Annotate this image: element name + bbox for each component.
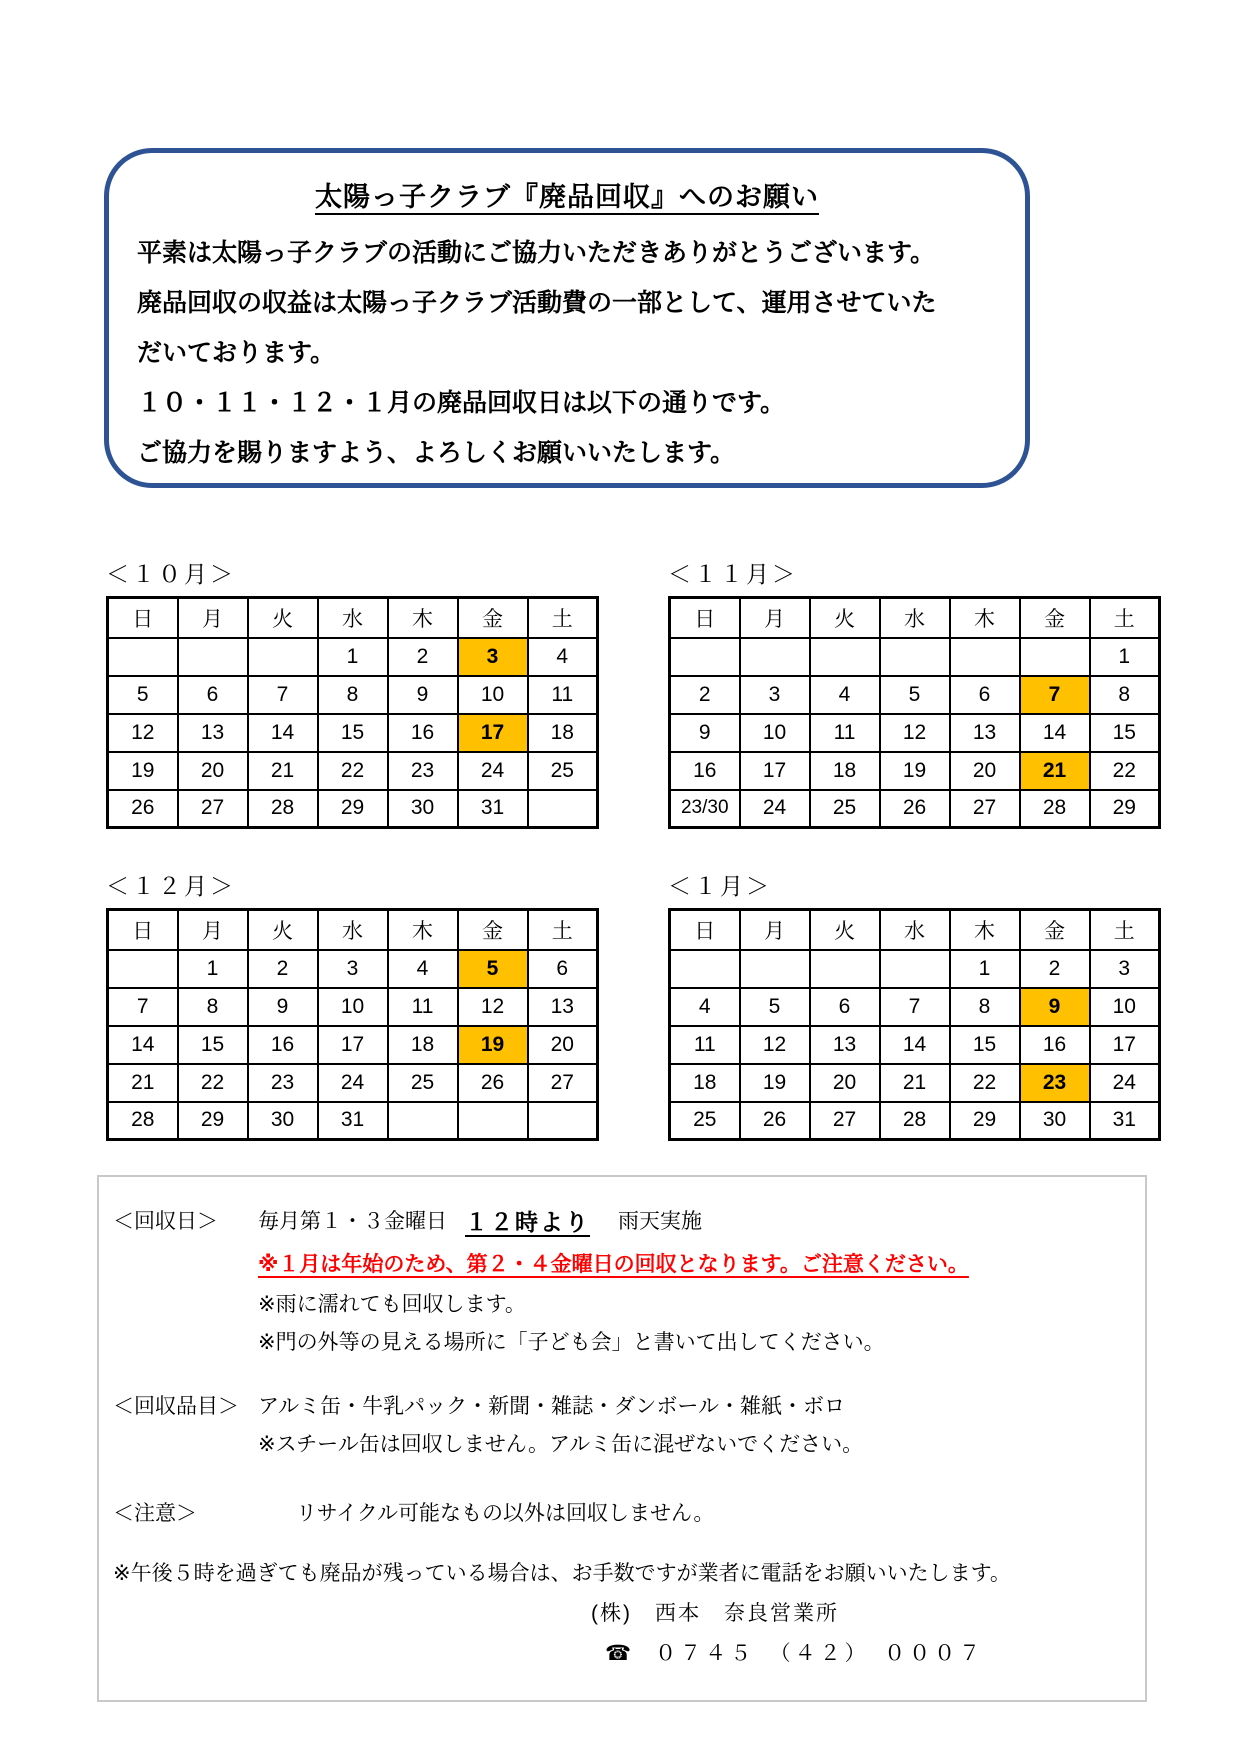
items-content: アルミ缶・牛乳パック・新聞・雑誌・ダンボール・雑紙・ボロ: [258, 1395, 845, 1418]
day-cell: 24: [458, 752, 528, 790]
weekday-header-cell: 木: [388, 598, 458, 638]
day-cell: 28: [248, 790, 318, 828]
day-cell: 2: [388, 638, 458, 676]
day-cell: 6: [528, 950, 598, 988]
day-cell: 26: [880, 790, 950, 828]
weekday-header-cell: 金: [1020, 598, 1090, 638]
weekday-header-cell: 月: [178, 910, 248, 950]
day-cell: 26: [740, 1102, 810, 1140]
day-cell: 23/30: [670, 790, 740, 828]
collection-day-cell: 17: [458, 714, 528, 752]
day-cell: 29: [950, 1102, 1020, 1140]
calendar-october: [106, 556, 599, 829]
day-cell: 17: [1090, 1026, 1160, 1064]
day-cell: 12: [458, 988, 528, 1026]
day-cell: [178, 638, 248, 676]
day-cell: 26: [458, 1064, 528, 1102]
day-cell: 14: [1020, 714, 1090, 752]
weekday-header-cell: 火: [248, 598, 318, 638]
items-row: [113, 1392, 1127, 1422]
caution-row: [113, 1499, 1127, 1529]
day-cell: [108, 950, 178, 988]
day-cell: 22: [950, 1064, 1020, 1102]
weekday-header-cell: 月: [740, 598, 810, 638]
collection-time: １２時より: [465, 1209, 590, 1235]
leftover-note: ※午後５時を過ぎても廃品が残っている場合は、お手数ですが業者に電話をお願いいたします。: [113, 1562, 1011, 1585]
weekday-header-cell: 日: [670, 910, 740, 950]
notice-line: だいております。: [137, 339, 336, 367]
caution-label: ＜注意＞: [113, 1502, 197, 1525]
phone-number: ０７４５ （４２） ０００７: [655, 1642, 985, 1665]
weekday-header-cell: 土: [528, 910, 598, 950]
day-cell: 2: [1020, 950, 1090, 988]
info-box: [97, 1175, 1147, 1702]
day-cell: 17: [318, 1026, 388, 1064]
day-cell: [248, 638, 318, 676]
calendar-title: ＜１１月＞: [668, 561, 798, 587]
day-cell: 30: [1020, 1102, 1090, 1140]
day-cell: 23: [248, 1064, 318, 1102]
calendar-table: [106, 596, 599, 829]
day-cell: 4: [388, 950, 458, 988]
day-cell: 27: [810, 1102, 880, 1140]
day-cell: 1: [1090, 638, 1160, 676]
day-cell: 18: [388, 1026, 458, 1064]
day-cell: [950, 638, 1020, 676]
day-cell: 5: [880, 676, 950, 714]
weekday-header-cell: 日: [108, 910, 178, 950]
weekday-header-cell: 水: [318, 910, 388, 950]
phone-icon: ☎: [605, 1642, 632, 1665]
day-cell: 14: [108, 1026, 178, 1064]
weekday-header-cell: 土: [1090, 598, 1160, 638]
day-cell: 11: [670, 1026, 740, 1064]
day-cell: 10: [458, 676, 528, 714]
day-cell: 6: [178, 676, 248, 714]
day-cell: 15: [1090, 714, 1160, 752]
day-cell: 12: [880, 714, 950, 752]
notice-line: １０・１１・１２・１月の廃品回収日は以下の通りです。: [137, 389, 786, 417]
day-cell: 27: [178, 790, 248, 828]
weekday-header-cell: 木: [950, 598, 1020, 638]
day-cell: 27: [950, 790, 1020, 828]
day-cell: 13: [178, 714, 248, 752]
day-cell: 7: [248, 676, 318, 714]
day-cell: 15: [318, 714, 388, 752]
day-cell: 30: [388, 790, 458, 828]
day-cell: [740, 950, 810, 988]
january-warning-note: ※１月は年始のため、第２・４金曜日の回収となります。ご注意ください。: [258, 1253, 969, 1276]
weekday-header-cell: 水: [880, 910, 950, 950]
day-cell: 3: [1090, 950, 1160, 988]
steel-can-note: ※スチール缶は回収しません。アルミ缶に混ぜないでください。: [258, 1433, 864, 1456]
notice-line: ご協力を賜りますよう、よろしくお願いいたします。: [137, 439, 736, 467]
weekday-header-cell: 月: [178, 598, 248, 638]
day-cell: [458, 1102, 528, 1140]
day-cell: 10: [740, 714, 810, 752]
day-cell: 21: [108, 1064, 178, 1102]
day-cell: 3: [318, 950, 388, 988]
collection-day-schedule: 毎月第１・３金曜日: [258, 1210, 447, 1233]
day-cell: 13: [810, 1026, 880, 1064]
day-cell: 2: [248, 950, 318, 988]
day-cell: [880, 950, 950, 988]
sign-note: ※門の外等の見える場所に「子ども会」と書いて出してください。: [258, 1331, 885, 1354]
day-cell: 21: [880, 1064, 950, 1102]
day-cell: [528, 1102, 598, 1140]
weekday-header-cell: 金: [458, 598, 528, 638]
day-cell: 8: [318, 676, 388, 714]
collection-day-cell: 9: [1020, 988, 1090, 1026]
day-cell: 9: [388, 676, 458, 714]
day-cell: 14: [248, 714, 318, 752]
weather-note: 雨天実施: [618, 1210, 702, 1233]
day-cell: 13: [528, 988, 598, 1026]
day-cell: [810, 950, 880, 988]
day-cell: 1: [178, 950, 248, 988]
items-label: ＜回収品目＞: [113, 1395, 239, 1418]
collection-day-cell: 5: [458, 950, 528, 988]
calendar-title: ＜１０月＞: [106, 561, 236, 587]
collection-day-cell: 21: [1020, 752, 1090, 790]
day-cell: 16: [670, 752, 740, 790]
weekday-header-cell: 水: [318, 598, 388, 638]
day-cell: 29: [178, 1102, 248, 1140]
day-cell: 15: [950, 1026, 1020, 1064]
weekday-header-cell: 日: [670, 598, 740, 638]
weekday-header-cell: 土: [528, 598, 598, 638]
day-cell: 24: [318, 1064, 388, 1102]
day-cell: 18: [810, 752, 880, 790]
day-cell: 11: [388, 988, 458, 1026]
collection-day-cell: 7: [1020, 676, 1090, 714]
day-cell: 10: [1090, 988, 1160, 1026]
day-cell: 20: [810, 1064, 880, 1102]
day-cell: [880, 638, 950, 676]
day-cell: 13: [950, 714, 1020, 752]
day-cell: 8: [178, 988, 248, 1026]
day-cell: 31: [1090, 1102, 1160, 1140]
calendar-title: ＜１２月＞: [106, 873, 236, 899]
weekday-header-cell: 水: [880, 598, 950, 638]
day-cell: 8: [1090, 676, 1160, 714]
weekday-header-cell: 金: [458, 910, 528, 950]
collection-day-cell: 19: [458, 1026, 528, 1064]
day-cell: 18: [528, 714, 598, 752]
day-cell: 12: [740, 1026, 810, 1064]
phone-number-line: [605, 1639, 1127, 1669]
day-cell: 19: [880, 752, 950, 790]
day-cell: 11: [810, 714, 880, 752]
calendar-table: [668, 596, 1161, 829]
day-cell: [740, 638, 810, 676]
weekday-header-cell: 月: [740, 910, 810, 950]
calendar-november: [668, 556, 1161, 829]
day-cell: [810, 638, 880, 676]
notice-title: 太陽っ子クラブ『廃品回収』へのお願い: [315, 182, 819, 212]
day-cell: [670, 950, 740, 988]
notice-line: 廃品回収の収益は太陽っ子クラブ活動費の一部として、運用させていた: [137, 289, 937, 317]
day-cell: 16: [1020, 1026, 1090, 1064]
day-cell: 31: [458, 790, 528, 828]
weekday-header-cell: 木: [950, 910, 1020, 950]
day-cell: 16: [388, 714, 458, 752]
day-cell: 18: [670, 1064, 740, 1102]
day-cell: 24: [740, 790, 810, 828]
day-cell: 7: [880, 988, 950, 1026]
day-cell: 12: [108, 714, 178, 752]
weekday-header-cell: 火: [248, 910, 318, 950]
day-cell: 25: [528, 752, 598, 790]
calendar-title: ＜１月＞: [668, 873, 772, 899]
day-cell: [670, 638, 740, 676]
day-cell: 28: [1020, 790, 1090, 828]
day-cell: 29: [318, 790, 388, 828]
weekday-header-cell: 土: [1090, 910, 1160, 950]
day-cell: 22: [1090, 752, 1160, 790]
day-cell: 20: [528, 1026, 598, 1064]
day-cell: [108, 638, 178, 676]
weekday-header-cell: 火: [810, 598, 880, 638]
calendar-january: [668, 868, 1161, 1141]
day-cell: 25: [388, 1064, 458, 1102]
day-cell: 20: [950, 752, 1020, 790]
day-cell: 20: [178, 752, 248, 790]
company-name: (株) 西本 奈良営業所: [591, 1602, 839, 1625]
day-cell: 30: [248, 1102, 318, 1140]
caution-content: リサイクル可能なもの以外は回収しません。: [296, 1502, 715, 1525]
weekday-header-cell: 火: [810, 910, 880, 950]
day-cell: 5: [740, 988, 810, 1026]
day-cell: 1: [950, 950, 1020, 988]
weekday-header-cell: 日: [108, 598, 178, 638]
day-cell: 27: [528, 1064, 598, 1102]
day-cell: [388, 1102, 458, 1140]
day-cell: [1020, 638, 1090, 676]
weekday-header-cell: 金: [1020, 910, 1090, 950]
day-cell: 9: [670, 714, 740, 752]
day-cell: 11: [528, 676, 598, 714]
day-cell: 14: [880, 1026, 950, 1064]
day-cell: 4: [670, 988, 740, 1026]
collection-day-label: ＜回収日＞: [113, 1210, 218, 1233]
day-cell: 29: [1090, 790, 1160, 828]
day-cell: 2: [670, 676, 740, 714]
day-cell: 23: [388, 752, 458, 790]
day-cell: 17: [740, 752, 810, 790]
day-cell: 22: [178, 1064, 248, 1102]
day-cell: 10: [318, 988, 388, 1026]
day-cell: 6: [810, 988, 880, 1026]
day-cell: 24: [1090, 1064, 1160, 1102]
day-cell: 4: [528, 638, 598, 676]
day-cell: 31: [318, 1102, 388, 1140]
day-cell: 21: [248, 752, 318, 790]
day-cell: [528, 790, 598, 828]
day-cell: 19: [108, 752, 178, 790]
calendar-table: [106, 908, 599, 1141]
day-cell: 3: [740, 676, 810, 714]
rain-note: ※雨に濡れても回収します。: [258, 1293, 526, 1316]
day-cell: 26: [108, 790, 178, 828]
day-cell: 22: [318, 752, 388, 790]
day-cell: 25: [670, 1102, 740, 1140]
calendar-table: [668, 908, 1161, 1141]
day-cell: 28: [108, 1102, 178, 1140]
day-cell: 9: [248, 988, 318, 1026]
day-cell: 16: [248, 1026, 318, 1064]
day-cell: 28: [880, 1102, 950, 1140]
notice-line: 平素は太陽っ子クラブの活動にご協力いただきありがとうございます。: [137, 239, 936, 267]
day-cell: 1: [318, 638, 388, 676]
notice-box: [104, 148, 1030, 488]
collection-day-row: [113, 1207, 1127, 1237]
day-cell: 25: [810, 790, 880, 828]
calendar-december: [106, 868, 599, 1141]
day-cell: 19: [740, 1064, 810, 1102]
day-cell: 6: [950, 676, 1020, 714]
day-cell: 5: [108, 676, 178, 714]
day-cell: 7: [108, 988, 178, 1026]
collection-day-cell: 23: [1020, 1064, 1090, 1102]
notice-body: [137, 228, 997, 478]
day-cell: 8: [950, 988, 1020, 1026]
weekday-header-cell: 木: [388, 910, 458, 950]
collection-day-cell: 3: [458, 638, 528, 676]
day-cell: 4: [810, 676, 880, 714]
day-cell: 15: [178, 1026, 248, 1064]
